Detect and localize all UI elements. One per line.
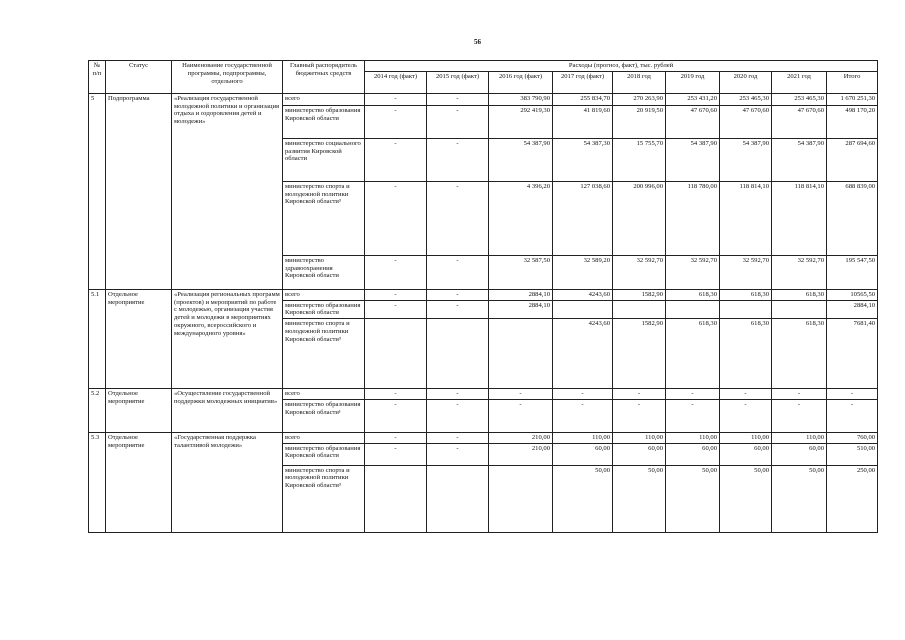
value-cell: - — [427, 93, 489, 105]
value-cell: 50,00 — [613, 465, 666, 532]
value-cell: - — [427, 138, 489, 181]
value-cell: 20 919,50 — [613, 105, 666, 138]
value-cell: 383 790,90 — [489, 93, 553, 105]
header-total: Итого — [827, 71, 878, 93]
admin-cell: министерство образования Кировской области — [283, 105, 365, 138]
value-cell: 54 387,90 — [720, 138, 772, 181]
total-cell: 287 694,60 — [827, 138, 878, 181]
value-cell: 292 419,30 — [489, 105, 553, 138]
admin-cell: министерство спорта и молодежной политики Кировской области³ — [283, 181, 365, 255]
value-cell: 270 263,90 — [613, 93, 666, 105]
header-year: 2016 год (факт) — [489, 71, 553, 93]
header-expenses: Расходы (прогноз, факт), тыс. рублей — [365, 61, 878, 72]
admin-cell: всего — [283, 93, 365, 105]
value-cell: 110,00 — [613, 432, 666, 443]
page-number: 56 — [474, 38, 481, 46]
value-cell: - — [427, 443, 489, 465]
value-cell: - — [427, 300, 489, 319]
value-cell: - — [666, 389, 720, 400]
admin-cell: министерство социального развития Кировской области — [283, 138, 365, 181]
section-status: Подпрограмма — [106, 93, 172, 289]
total-cell: 760,00 — [827, 432, 878, 443]
total-cell: 688 839,00 — [827, 181, 878, 255]
value-cell: 110,00 — [772, 432, 827, 443]
table-row — [89, 432, 878, 443]
header-name: Наименование государственной программы, подпрограммы, отдельного — [172, 61, 283, 94]
value-cell: 618,30 — [666, 319, 720, 389]
value-cell: 618,30 — [772, 289, 827, 300]
value-cell: 1582,90 — [613, 319, 666, 389]
value-cell: 60,00 — [772, 443, 827, 465]
value-cell: 110,00 — [720, 432, 772, 443]
section-name: «Реализация региональных программ (проектов) и мероприятий по работе с молодежью, организация участия детей и молодежи в мероприятиях окружного, всероссийского и международного уровня» — [172, 289, 283, 388]
value-cell: 15 755,70 — [613, 138, 666, 181]
value-cell: 32 592,70 — [613, 255, 666, 289]
value-cell: - — [365, 105, 427, 138]
admin-cell: всего — [283, 289, 365, 300]
value-cell: 54 387,30 — [553, 138, 613, 181]
value-cell: 2884,10 — [489, 300, 553, 319]
value-cell: 1582,90 — [613, 289, 666, 300]
value-cell: 32 592,70 — [720, 255, 772, 289]
value-cell: 118 814,10 — [772, 181, 827, 255]
table-row — [89, 289, 878, 300]
value-cell: 618,30 — [720, 289, 772, 300]
value-cell: - — [427, 432, 489, 443]
value-cell: - — [427, 289, 489, 300]
value-cell — [365, 319, 427, 389]
admin-cell: министерство спорта и молодежной политики Кировской области³ — [283, 319, 365, 389]
admin-cell: министерство образования Кировской области — [283, 300, 365, 319]
value-cell: 54 387,90 — [772, 138, 827, 181]
value-cell — [772, 300, 827, 319]
value-cell — [427, 319, 489, 389]
total-cell: 510,00 — [827, 443, 878, 465]
value-cell: 618,30 — [772, 319, 827, 389]
section-number: 5.1 — [89, 289, 106, 388]
value-cell: 618,30 — [666, 289, 720, 300]
value-cell: - — [553, 389, 613, 400]
section-name: «Осуществление государственной поддержки молодежных инициатив» — [172, 389, 283, 433]
header-year: 2015 год (факт) — [427, 71, 489, 93]
value-cell: 50,00 — [553, 465, 613, 532]
header-year: 2018 год — [613, 71, 666, 93]
admin-cell: министерство образования Кировской области¹ — [283, 399, 365, 432]
value-cell — [720, 300, 772, 319]
value-cell — [365, 465, 427, 532]
value-cell: 32 589,20 — [553, 255, 613, 289]
header-status: Статус — [106, 61, 172, 94]
value-cell: - — [365, 289, 427, 300]
table-header — [89, 61, 878, 94]
value-cell: - — [720, 399, 772, 432]
admin-cell: всего — [283, 389, 365, 400]
value-cell: - — [666, 399, 720, 432]
value-cell: 4 396,20 — [489, 181, 553, 255]
value-cell: - — [772, 389, 827, 400]
total-cell: 250,00 — [827, 465, 878, 532]
value-cell: - — [365, 399, 427, 432]
header-year: 2019 год — [666, 71, 720, 93]
value-cell: - — [365, 389, 427, 400]
value-cell: 618,30 — [720, 319, 772, 389]
admin-cell: министерство спорта и молодежной политики Кировской области³ — [283, 465, 365, 532]
value-cell: - — [427, 255, 489, 289]
value-cell: 253 465,30 — [720, 93, 772, 105]
value-cell: - — [365, 93, 427, 105]
admin-cell: всего — [283, 432, 365, 443]
value-cell: 127 038,60 — [553, 181, 613, 255]
value-cell: 4243,60 — [553, 319, 613, 389]
value-cell: - — [365, 138, 427, 181]
value-cell: 60,00 — [666, 443, 720, 465]
value-cell — [489, 465, 553, 532]
section-status: Отдельное мероприятие — [106, 289, 172, 388]
value-cell: 41 819,60 — [553, 105, 613, 138]
value-cell: - — [489, 389, 553, 400]
table-row — [89, 93, 878, 105]
value-cell: 54 387,90 — [666, 138, 720, 181]
value-cell: 118 780,00 — [666, 181, 720, 255]
value-cell — [427, 465, 489, 532]
header-year: 2014 год (факт) — [365, 71, 427, 93]
value-cell: - — [365, 181, 427, 255]
value-cell: 47 670,60 — [666, 105, 720, 138]
admin-cell: министерство здравоохранения Кировской области — [283, 255, 365, 289]
value-cell: 210,00 — [489, 432, 553, 443]
value-cell: 110,00 — [666, 432, 720, 443]
value-cell: - — [772, 399, 827, 432]
value-cell: - — [365, 300, 427, 319]
value-cell: 60,00 — [613, 443, 666, 465]
value-cell: 253 465,30 — [772, 93, 827, 105]
value-cell: 210,00 — [489, 443, 553, 465]
value-cell: - — [613, 399, 666, 432]
header-admin: Главный распорядитель бюджетных средств — [283, 61, 365, 94]
value-cell: - — [427, 399, 489, 432]
total-cell: 498 170,20 — [827, 105, 878, 138]
section-status: Отдельное мероприятие — [106, 432, 172, 532]
header-year: 2021 год — [772, 71, 827, 93]
value-cell: - — [365, 255, 427, 289]
table-row — [89, 389, 878, 400]
section-status: Отдельное мероприятие — [106, 389, 172, 433]
value-cell: 50,00 — [720, 465, 772, 532]
header-year: 2017 год (факт) — [553, 71, 613, 93]
section-number: 5 — [89, 93, 106, 289]
value-cell: 60,00 — [720, 443, 772, 465]
total-cell: 10565,50 — [827, 289, 878, 300]
header-no: № п/п — [89, 61, 106, 94]
value-cell: - — [720, 389, 772, 400]
section-number: 5.2 — [89, 389, 106, 433]
value-cell: 110,00 — [553, 432, 613, 443]
total-cell: 7681,40 — [827, 319, 878, 389]
total-cell: - — [827, 389, 878, 400]
value-cell: 32 592,70 — [666, 255, 720, 289]
value-cell: 253 431,20 — [666, 93, 720, 105]
value-cell: 47 670,60 — [720, 105, 772, 138]
total-cell: 2884,10 — [827, 300, 878, 319]
value-cell: 32 587,50 — [489, 255, 553, 289]
value-cell: 60,00 — [553, 443, 613, 465]
header-year: 2020 год — [720, 71, 772, 93]
value-cell: - — [427, 105, 489, 138]
value-cell: 50,00 — [772, 465, 827, 532]
value-cell — [613, 300, 666, 319]
total-cell: 1 670 251,30 — [827, 93, 878, 105]
section-name: «Государственная поддержка талантливой молодежи» — [172, 432, 283, 532]
value-cell: 2884,10 — [489, 289, 553, 300]
value-cell: 50,00 — [666, 465, 720, 532]
value-cell: - — [365, 443, 427, 465]
value-cell: - — [365, 432, 427, 443]
value-cell — [553, 300, 613, 319]
admin-cell: министерство образования Кировской области — [283, 443, 365, 465]
total-cell: 195 547,50 — [827, 255, 878, 289]
value-cell — [666, 300, 720, 319]
value-cell: 4243,60 — [553, 289, 613, 300]
value-cell: 200 996,00 — [613, 181, 666, 255]
value-cell: 54 387,90 — [489, 138, 553, 181]
value-cell — [489, 319, 553, 389]
value-cell: 32 592,70 — [772, 255, 827, 289]
value-cell: - — [553, 399, 613, 432]
section-number: 5.3 — [89, 432, 106, 532]
value-cell: 47 670,60 — [772, 105, 827, 138]
table-body — [89, 93, 878, 532]
value-cell: - — [489, 399, 553, 432]
value-cell: - — [427, 181, 489, 255]
section-name: «Реализация государственной молодежной политики и организация отдыха и оздоровления детей и молодежи» — [172, 93, 283, 289]
value-cell: - — [427, 389, 489, 400]
value-cell: - — [613, 389, 666, 400]
budget-table — [88, 60, 878, 533]
total-cell: - — [827, 399, 878, 432]
value-cell: 255 834,70 — [553, 93, 613, 105]
value-cell: 118 814,10 — [720, 181, 772, 255]
